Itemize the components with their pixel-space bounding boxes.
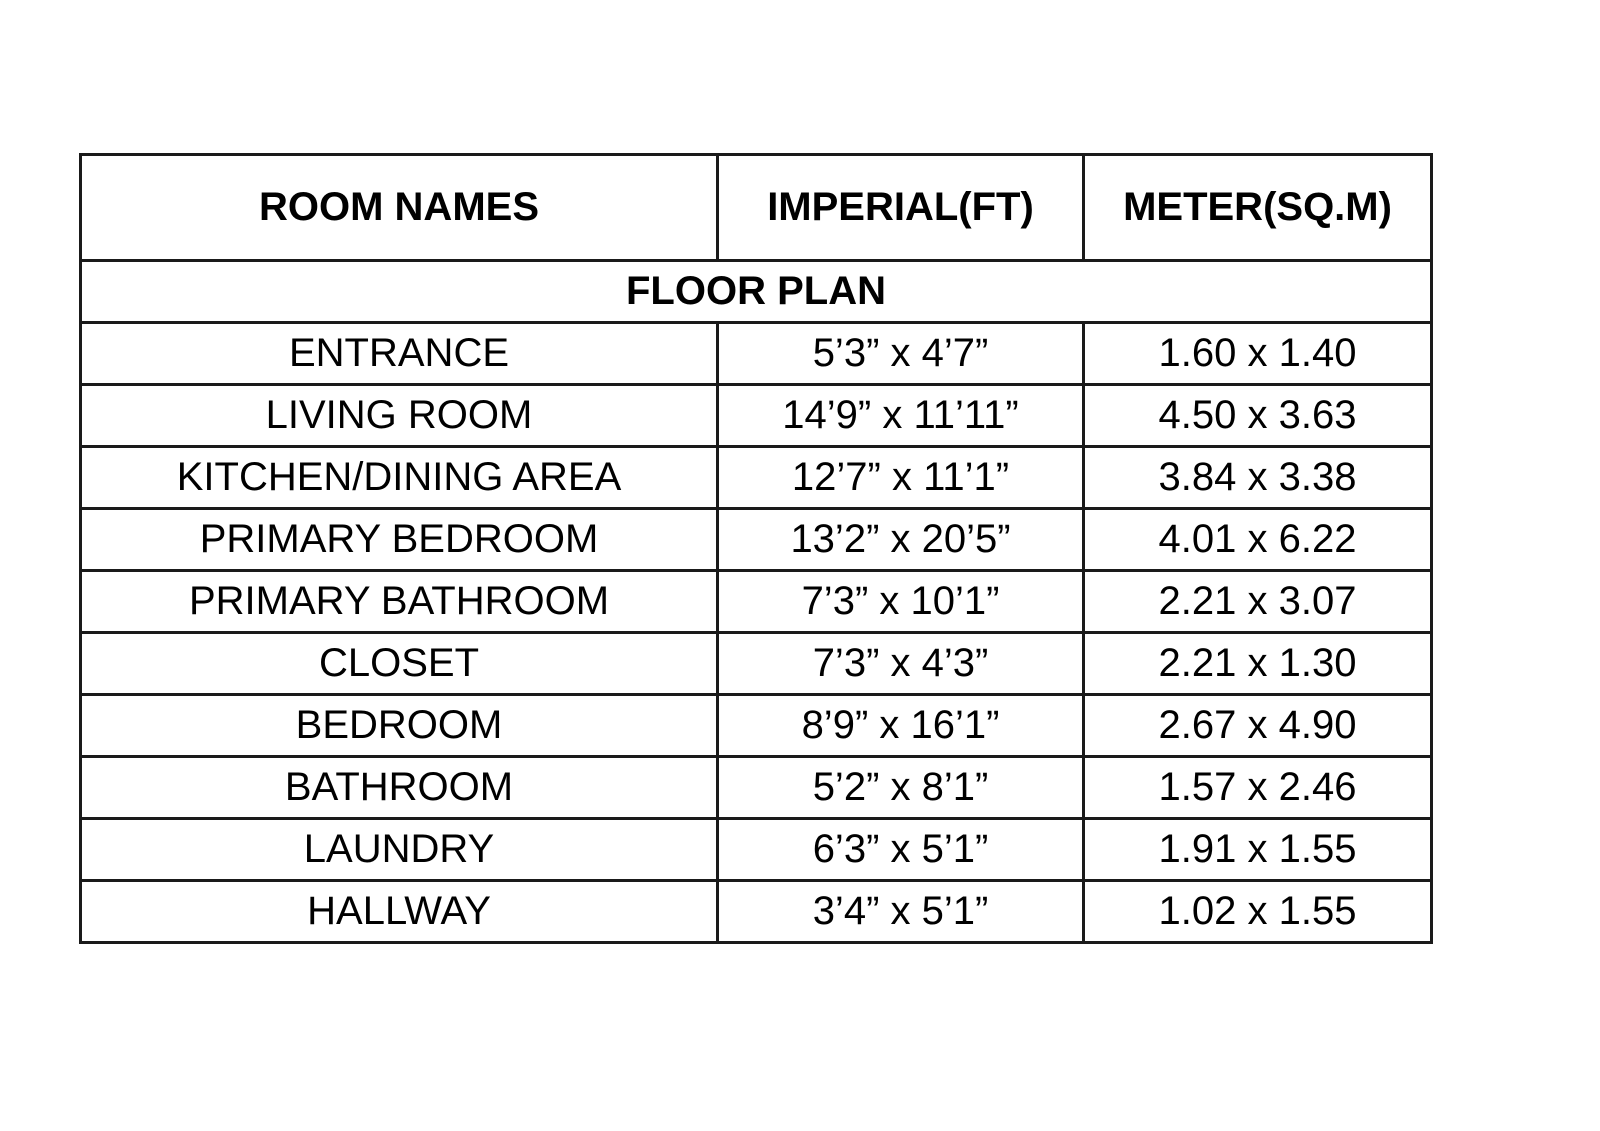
table-row xyxy=(81,447,1432,509)
table-row xyxy=(81,881,1432,943)
section-title: FLOOR PLAN xyxy=(81,261,1432,323)
room-name-cell: PRIMARY BEDROOM xyxy=(81,509,718,571)
imperial-cell: 8’9” x 16’1” xyxy=(718,695,1084,757)
imperial-cell: 13’2” x 20’5” xyxy=(718,509,1084,571)
meter-cell: 4.50 x 3.63 xyxy=(1084,385,1432,447)
header-room-names: ROOM NAMES xyxy=(81,155,718,261)
table-row xyxy=(81,757,1432,819)
room-name-cell: KITCHEN/DINING AREA xyxy=(81,447,718,509)
section-row xyxy=(81,261,1432,323)
header-meter: METER(SQ.M) xyxy=(1084,155,1432,261)
meter-cell: 2.21 x 3.07 xyxy=(1084,571,1432,633)
meter-cell: 1.02 x 1.55 xyxy=(1084,881,1432,943)
imperial-cell: 14’9” x 11’11” xyxy=(718,385,1084,447)
room-name-cell: PRIMARY BATHROOM xyxy=(81,571,718,633)
table-row xyxy=(81,633,1432,695)
table-row xyxy=(81,695,1432,757)
meter-cell: 1.57 x 2.46 xyxy=(1084,757,1432,819)
meter-cell: 3.84 x 3.38 xyxy=(1084,447,1432,509)
table-row xyxy=(81,509,1432,571)
header-row xyxy=(81,155,1432,261)
room-name-cell: BATHROOM xyxy=(81,757,718,819)
room-name-cell: CLOSET xyxy=(81,633,718,695)
table-row xyxy=(81,819,1432,881)
meter-cell: 1.91 x 1.55 xyxy=(1084,819,1432,881)
table-row xyxy=(81,323,1432,385)
room-name-cell: BEDROOM xyxy=(81,695,718,757)
header-imperial: IMPERIAL(FT) xyxy=(718,155,1084,261)
meter-cell: 2.67 x 4.90 xyxy=(1084,695,1432,757)
room-name-cell: ENTRANCE xyxy=(81,323,718,385)
imperial-cell: 3’4” x 5’1” xyxy=(718,881,1084,943)
room-name-cell: LAUNDRY xyxy=(81,819,718,881)
imperial-cell: 5’3” x 4’7” xyxy=(718,323,1084,385)
imperial-cell: 7’3” x 10’1” xyxy=(718,571,1084,633)
meter-cell: 1.60 x 1.40 xyxy=(1084,323,1432,385)
imperial-cell: 6’3” x 5’1” xyxy=(718,819,1084,881)
room-name-cell: HALLWAY xyxy=(81,881,718,943)
table-row xyxy=(81,385,1432,447)
meter-cell: 4.01 x 6.22 xyxy=(1084,509,1432,571)
table-row xyxy=(81,571,1432,633)
room-dimensions-table xyxy=(79,153,1433,944)
room-name-cell: LIVING ROOM xyxy=(81,385,718,447)
meter-cell: 2.21 x 1.30 xyxy=(1084,633,1432,695)
imperial-cell: 7’3” x 4’3” xyxy=(718,633,1084,695)
imperial-cell: 5’2” x 8’1” xyxy=(718,757,1084,819)
imperial-cell: 12’7” x 11’1” xyxy=(718,447,1084,509)
